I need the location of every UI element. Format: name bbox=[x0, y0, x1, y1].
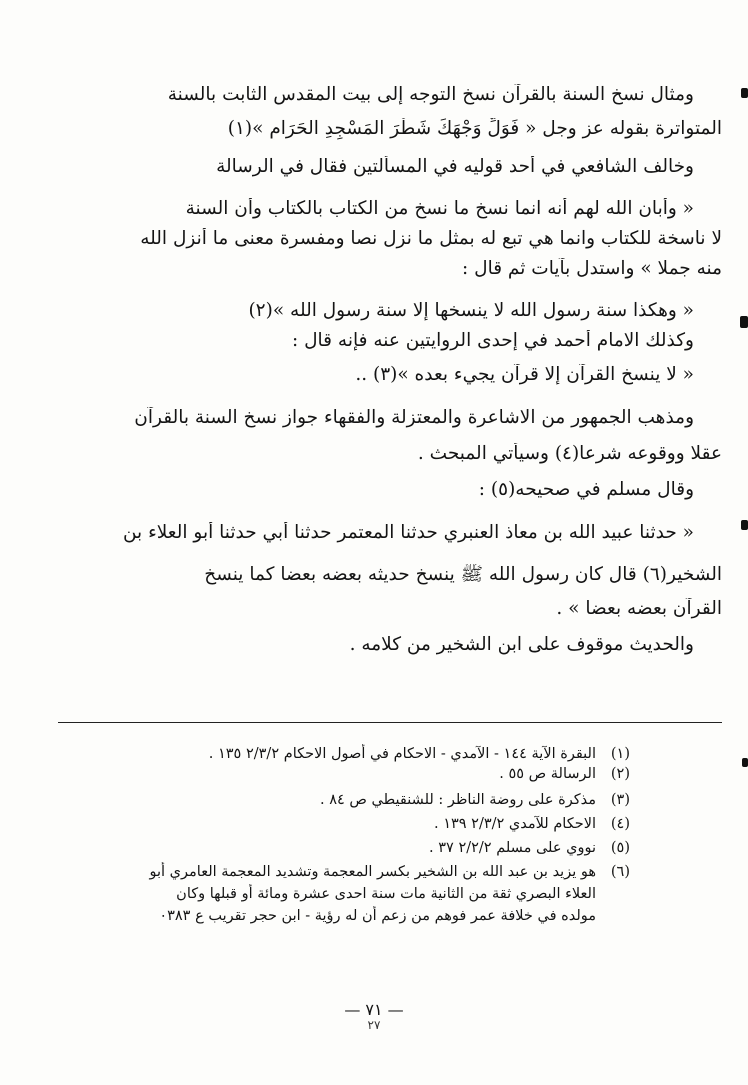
footnote-number: (٦) bbox=[610, 864, 630, 880]
footnote bbox=[110, 764, 630, 784]
scan-edge-mark bbox=[741, 520, 748, 530]
footnote-text: البقرة الآية ١٤٤ - الآمدي - الاحكام في أصول الاحكام ٢/٣/٢ ١٣٥ . bbox=[208, 746, 596, 762]
text-line: « حدثنا عبيد الله بن معاذ العنبري حدثنا المعتمر حدثنا أبي حدثنا أبو العلاء بن bbox=[122, 522, 694, 543]
text-line: منه جملا » واستدل بآيات ثم قال : bbox=[462, 258, 722, 279]
text-line: ومذهب الجمهور من الاشاعرة والمعتزلة والفقهاء جواز نسخ السنة بالقرآن bbox=[134, 407, 694, 428]
secondary-page-number: ٢٧ bbox=[367, 1018, 381, 1032]
text-line: « لا ينسخ القرآن إلا قرآن يجيء بعده »(٣) .. bbox=[355, 364, 694, 385]
scan-edge-mark bbox=[741, 88, 748, 98]
footnote-text: نووي على مسلم ٢/٢/٢ ٣٧ . bbox=[429, 840, 596, 856]
text-line: وكذلك الامام أحمد في إحدى الروايتين عنه فإنه قال : bbox=[291, 330, 694, 351]
text-line: وخالف الشافعي في أحد قوليه في المسألتين فقال في الرسالة bbox=[216, 156, 694, 177]
text-line: لا ناسخة للكتاب وانما هي تبع له بمثل ما نزل نصا ومفسرة معنى ما أنزل الله bbox=[140, 228, 722, 249]
footnote-text: مذكرة على روضة الناظر : للشنقيطي ص ٨٤ . bbox=[320, 792, 596, 808]
text-line: القرآن بعضه بعضا » . bbox=[556, 598, 722, 619]
footnote-number: (٢) bbox=[610, 766, 630, 782]
footnote-text: هو يزيد بن عبد الله بن الشخير بكسر المعجمة وتشديد المعجمة العامري أبو bbox=[149, 864, 596, 880]
footnote-text: الرسالة ص ٥٥ . bbox=[499, 766, 596, 782]
text-line: « وهكذا سنة رسول الله لا ينسخها إلا سنة رسول الله »(٢) bbox=[248, 300, 694, 321]
text-line: المتواترة بقوله عز وجل « فَوَلِّ وَجْهَكَ شَطْرَ المَسْجِدِ الحَرَامِ »(١) bbox=[227, 118, 722, 139]
footnote-continuation: مولده في خلافة عمر فوهم من زعم أن له رؤية - ابن حجر تقريب ع ٠٣٨٣ bbox=[159, 908, 596, 924]
scan-edge-mark bbox=[740, 316, 748, 328]
text-line: والحديث موقوف على ابن الشخير من كلامه . bbox=[349, 634, 694, 655]
footnote bbox=[110, 814, 630, 834]
text-line: الشخير(٦) قال كان رسول الله ﷺ ينسخ حديثه بعضه بعضا كما ينسخ bbox=[204, 564, 722, 585]
text-line: « وأبان الله لهم أنه انما نسخ ما نسخ من الكتاب بالكتاب وأن السنة bbox=[185, 198, 694, 219]
text-line: وقال مسلم في صحيحه(٥) : bbox=[478, 479, 694, 500]
footnote bbox=[110, 862, 630, 882]
text-line: عقلا ووقوعه شرعا(٤) وسيأتي المبحث . bbox=[417, 443, 722, 464]
footnote-continuation: العلاء البصري ثقة من الثانية مات سنة احدى عشرة ومائة أو قبلها وكان bbox=[176, 886, 596, 902]
main-text bbox=[58, 84, 722, 656]
scan-edge-mark bbox=[742, 758, 748, 767]
footnote-number: (١) bbox=[610, 746, 630, 762]
footnote bbox=[110, 790, 630, 810]
page-number: — ٧١ — bbox=[344, 1000, 404, 1019]
footnote-number: (٥) bbox=[610, 840, 630, 856]
footnote bbox=[110, 838, 630, 858]
footnote-divider bbox=[58, 722, 722, 723]
footnote-number: (٤) bbox=[610, 816, 630, 832]
text-line: ومثال نسخ السنة بالقرآن نسخ التوجه إلى بيت المقدس الثابت بالسنة bbox=[167, 84, 694, 105]
footnote-text: الاحكام للآمدي ٢/٣/٢ ١٣٩ . bbox=[433, 816, 596, 832]
footnote-number: (٣) bbox=[610, 792, 630, 808]
footnotes bbox=[110, 744, 630, 926]
footnote bbox=[110, 744, 630, 764]
